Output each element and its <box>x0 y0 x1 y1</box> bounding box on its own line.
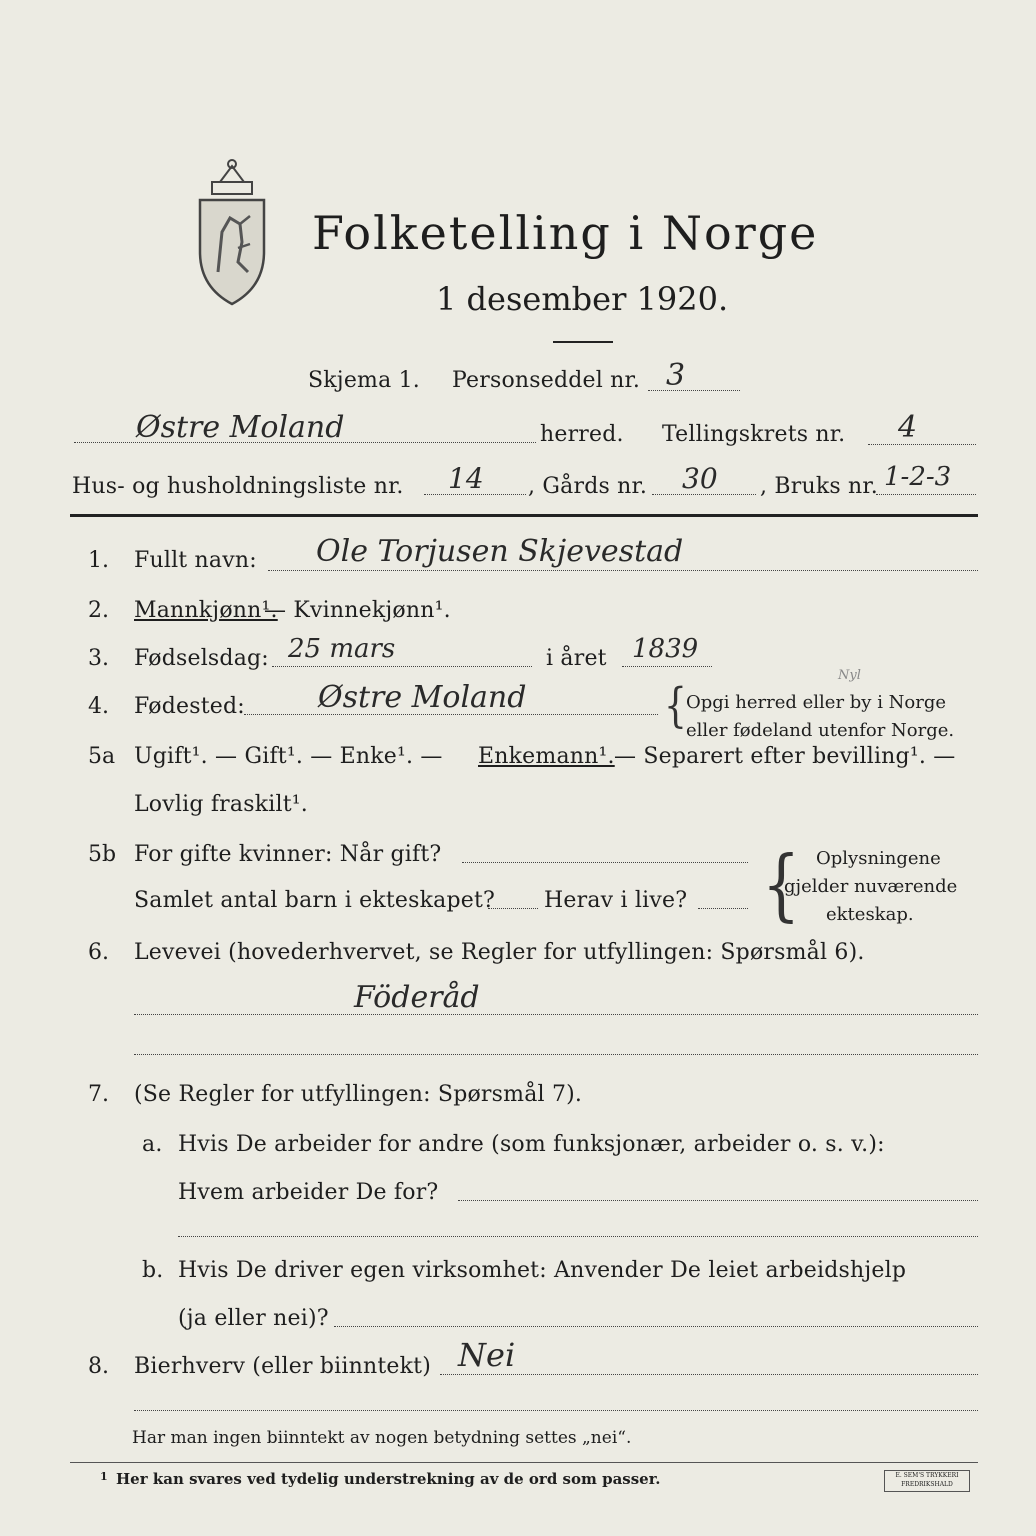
tellingskrets-value: 4 <box>898 410 918 445</box>
norway-coat-of-arms-icon <box>192 152 272 312</box>
q4-brace: { <box>664 680 687 734</box>
header-rule <box>70 514 978 517</box>
q8-label: Bierhverv (eller biinntekt) <box>134 1354 432 1379</box>
q5b-note-2: gjelder nuværende <box>784 876 958 897</box>
q7a-field-1[interactable] <box>458 1200 978 1201</box>
q7-number: 7. <box>88 1082 109 1107</box>
q2-number: 2. <box>88 598 109 623</box>
printer-stamp-text: E. SEM'S TRYKKERI FREDRIKSHALD <box>895 1472 959 1488</box>
tellingskrets-label: Tellingskrets nr. <box>662 422 846 447</box>
q7a-line2: Hvem arbeider De for? <box>178 1180 439 1205</box>
herred-label: herred. <box>540 422 624 447</box>
q4-note-1: Opgi herred eller by i Norge <box>686 692 947 713</box>
q2-male[interactable]: Mannkjønn¹. <box>134 598 278 623</box>
q1-field[interactable] <box>268 570 978 571</box>
q7a-letter: a. <box>142 1132 163 1157</box>
q4-value: Østre Moland <box>318 680 527 715</box>
bruks-value: 1-2-3 <box>884 462 952 492</box>
q8-field-2[interactable] <box>134 1410 978 1411</box>
q8-value: Nei <box>458 1336 516 1374</box>
q8-field-1[interactable] <box>440 1374 978 1375</box>
q5a-options-c[interactable]: — Separert efter bevilling¹. — <box>614 744 956 769</box>
q5b-alive-field[interactable] <box>698 908 748 909</box>
personseddel-value: 3 <box>666 358 686 393</box>
q3-field[interactable] <box>272 666 532 667</box>
q2-female[interactable]: — Kvinnekjønn¹. <box>264 598 451 623</box>
title-divider <box>553 341 613 343</box>
q6-label: Levevei (hovederhvervet, se Regler for utfyllingen: Spørsmål 6). <box>134 940 865 965</box>
footer-note: Har man ingen biinntekt av nogen betydning settes „nei“. <box>132 1428 632 1448</box>
q5a-options-a[interactable]: Ugift¹. — Gift¹. — Enke¹. — <box>134 744 443 769</box>
q3-value: 25 mars <box>288 634 396 664</box>
q5b-note-1: Oplysningene <box>816 848 941 869</box>
hus-value: 14 <box>448 462 484 495</box>
q5a-enkemann[interactable]: Enkemann¹. <box>478 744 615 769</box>
q6-field-1[interactable] <box>134 1014 978 1015</box>
q3-number: 3. <box>88 646 109 671</box>
footnote-text: Her kan svares ved tydelig understrekning av de ord som passer. <box>116 1470 661 1488</box>
q4-label: Fødested: <box>134 694 245 719</box>
q6-field-2[interactable] <box>134 1054 978 1055</box>
q3-label: Fødselsdag: <box>134 646 269 671</box>
printer-stamp <box>884 1470 970 1492</box>
q6-value: Föderåd <box>354 980 480 1015</box>
bruks-field[interactable] <box>876 494 976 495</box>
hus-label: Hus- og husholdningsliste nr. <box>72 474 404 499</box>
q7a-field-2[interactable] <box>178 1236 978 1237</box>
bruks-label: , Bruks nr. <box>760 474 878 499</box>
q5b-line2a: Samlet antal barn i ekteskapet? <box>134 888 496 913</box>
q5a-line2[interactable]: Lovlig fraskilt¹. <box>134 792 308 817</box>
q7b-line1: Hvis De driver egen virksomhet: Anvender De leiet arbeidshjelp <box>178 1258 907 1283</box>
q1-number: 1. <box>88 548 109 573</box>
q7b-field[interactable] <box>334 1326 978 1327</box>
tellingskrets-field[interactable] <box>868 444 976 445</box>
personseddel-field[interactable] <box>648 390 740 391</box>
q5b-note-3: ekteskap. <box>826 904 914 925</box>
q1-label: Fullt navn: <box>134 548 257 573</box>
gards-value: 30 <box>682 462 718 495</box>
q7b-letter: b. <box>142 1258 164 1283</box>
q5b-number: 5b <box>88 842 117 867</box>
q3-year-label: i året <box>546 646 607 671</box>
q5b-line2b: Herav i live? <box>544 888 688 913</box>
q5b-brace: { <box>762 840 801 931</box>
herred-value: Østre Moland <box>136 410 345 445</box>
q5b-children-field[interactable] <box>488 908 538 909</box>
census-date: 1 desember 1920. <box>436 280 729 318</box>
q4-note-2: eller fødeland utenfor Norge. <box>686 720 955 741</box>
q3-year-value: 1839 <box>632 634 699 664</box>
skjema-label: Skjema 1. <box>308 368 421 393</box>
q5b-married-field[interactable] <box>462 862 748 863</box>
q7b-line2: (ja eller nei)? <box>178 1306 329 1331</box>
gards-label: , Gårds nr. <box>528 474 648 499</box>
q1-value: Ole Torjusen Skjevestad <box>316 534 684 569</box>
footer-rule <box>70 1462 978 1463</box>
personseddel-label: Personseddel nr. <box>452 368 641 393</box>
q6-number: 6. <box>88 940 109 965</box>
q5a-number: 5a <box>88 744 116 769</box>
footnote-mark: 1 <box>100 1470 108 1483</box>
q3-year-field[interactable] <box>622 666 712 667</box>
q4-margin-mark: Nyl <box>838 668 861 683</box>
q5b-line1: For gifte kvinner: Når gift? <box>134 842 442 867</box>
page-title: Folketelling i Norge <box>312 206 819 260</box>
q8-number: 8. <box>88 1354 109 1379</box>
q4-number: 4. <box>88 694 109 719</box>
q7a-line1: Hvis De arbeider for andre (som funksjonær, arbeider o. s. v.): <box>178 1132 885 1157</box>
q7-label: (Se Regler for utfyllingen: Spørsmål 7). <box>134 1082 583 1107</box>
